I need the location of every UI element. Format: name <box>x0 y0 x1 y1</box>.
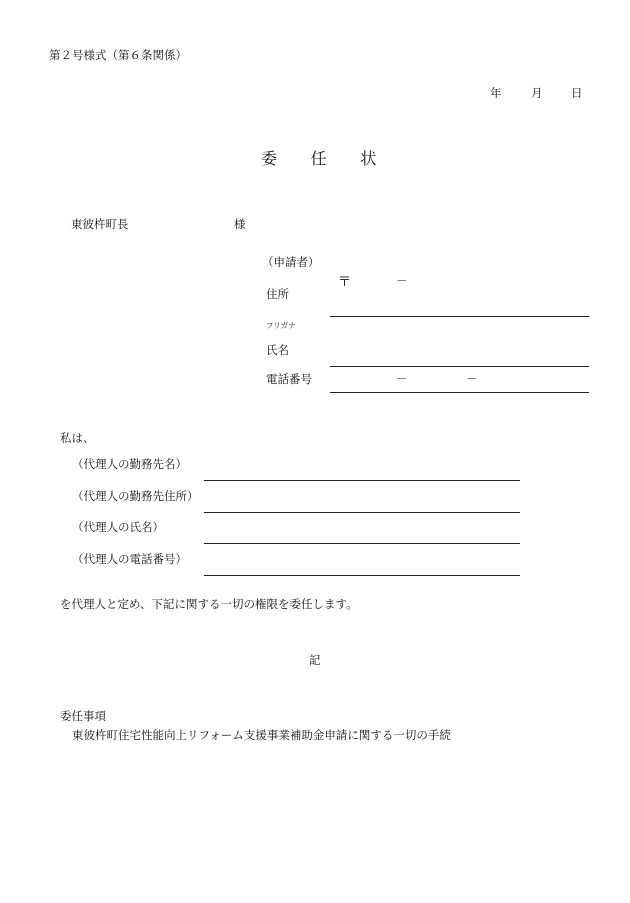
phone-field[interactable] <box>330 392 589 393</box>
postal-code-dash: － <box>396 274 408 288</box>
intro-text: 私は、 <box>60 431 95 445</box>
form-number: 第２号様式（第６条関係） <box>49 48 187 62</box>
date-year-label: 年 <box>490 86 502 100</box>
phone-dash-1: － <box>396 372 408 386</box>
applicant-heading: （申請者） <box>262 255 320 269</box>
phone-dash-2: － <box>466 372 478 386</box>
agent-workplace-address-label: （代理人の勤務先住所） <box>72 489 199 503</box>
date-day-label: 日 <box>571 86 583 100</box>
addressee-name: 東彼杵町長 <box>71 217 129 231</box>
delegation-statement: を代理人と定め、下記に関する一切の権限を委任します。 <box>60 597 358 611</box>
agent-workplace-field[interactable] <box>204 480 520 481</box>
title-char-2: 任 <box>310 149 327 168</box>
agent-workplace-label: （代理人の勤務先名） <box>72 457 187 471</box>
date-month-label: 月 <box>531 86 543 100</box>
agent-name-field[interactable] <box>204 543 520 544</box>
agent-phone-field[interactable] <box>204 575 520 576</box>
phone-label: 電話番号 <box>266 372 312 386</box>
title-char-1: 委 <box>261 149 278 168</box>
address-label: 住所 <box>266 287 289 301</box>
matters-heading: 委任事項 <box>60 709 106 723</box>
furigana-label: フリガナ <box>266 321 296 330</box>
addressee-honorific: 様 <box>234 217 246 231</box>
agent-workplace-address-field[interactable] <box>204 512 520 513</box>
record-mark: 記 <box>309 653 321 667</box>
name-label: 氏名 <box>266 343 289 357</box>
agent-name-label: （代理人の氏名） <box>72 520 164 534</box>
page-title <box>261 151 376 167</box>
name-field[interactable] <box>330 366 589 367</box>
matters-content: 東彼杵町住宅性能向上リフォーム支援事業補助金申請に関する一切の手続 <box>72 728 451 742</box>
postal-mark: 〒 <box>338 275 352 290</box>
title-char-3: 状 <box>360 149 377 168</box>
address-field[interactable] <box>330 316 589 317</box>
agent-phone-label: （代理人の電話番号） <box>72 552 187 566</box>
